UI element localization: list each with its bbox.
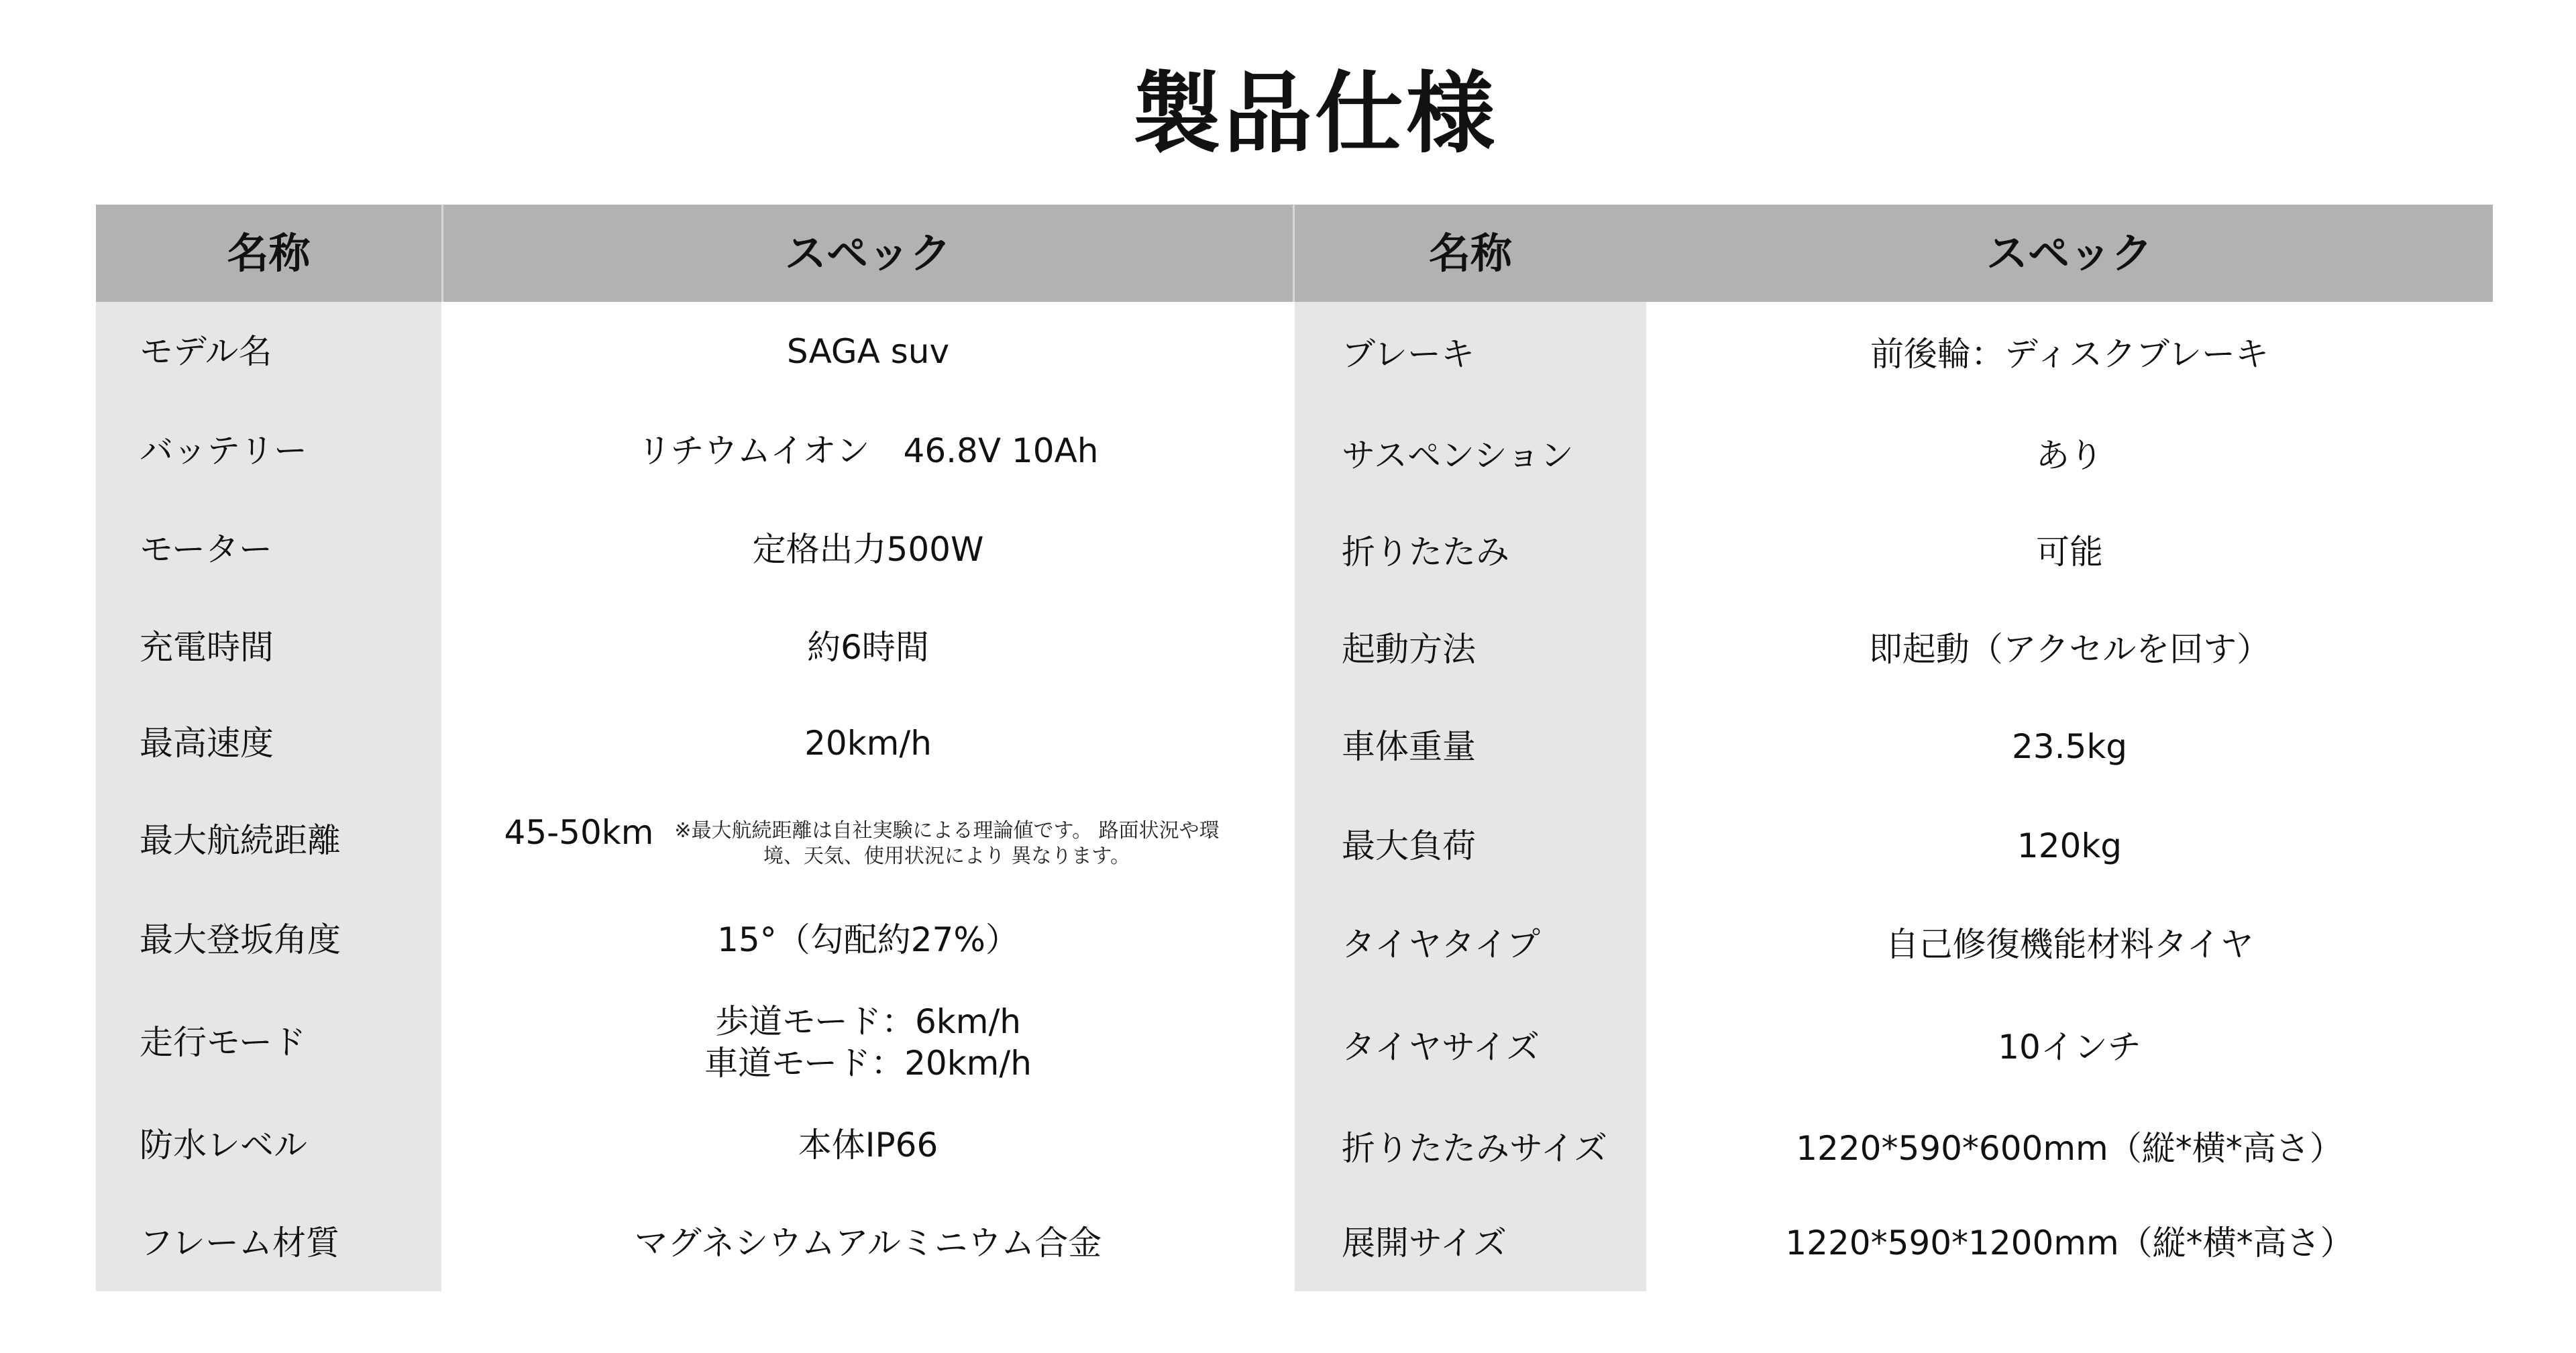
right-name-cell: ブレーキ — [1342, 334, 1474, 374]
left-name-cell: 最大登坂角度 — [140, 920, 341, 959]
table-header — [96, 205, 2493, 302]
table-row — [96, 302, 2493, 406]
right-value-cell: 23.5kg — [2011, 727, 2128, 766]
right-value-cell: 前後輪：ディスクブレーキ — [1870, 334, 2269, 374]
left-value-text: マグネシウムアルミニウム合金 — [634, 1223, 1102, 1262]
right-name-cell: タイヤタイプ — [1342, 925, 1540, 964]
table-row — [96, 991, 2493, 1102]
table-row — [96, 794, 2493, 898]
spec-table — [96, 205, 2493, 1291]
right-value-cell: 自己修復機能材料タイヤ — [1885, 925, 2254, 964]
left-value-text: 15°（勾配約27%） — [717, 920, 1019, 959]
header-name-left: 名称 — [227, 229, 311, 278]
right-name-cell: 最大負荷 — [1342, 826, 1476, 865]
left-name-cell: 走行モード — [140, 1023, 306, 1062]
table-row — [96, 898, 2493, 991]
page-title: 製品仕様 — [1132, 62, 1497, 166]
right-name-cell: 折りたたみ — [1342, 533, 1509, 572]
left-name-cell: 最大航続距離 — [140, 821, 341, 860]
left-value-text: 20km/h — [804, 724, 932, 763]
left-value-text: 45-50km — [504, 813, 654, 852]
left-name-cell: フレーム材質 — [140, 1223, 339, 1262]
right-value-cell: 120kg — [2017, 826, 2123, 865]
right-value-cell: 1220*590*1200mm（縦*横*高さ） — [1785, 1223, 2354, 1262]
left-value-text: 本体IP66 — [798, 1126, 938, 1165]
right-value-cell: あり — [2036, 436, 2103, 475]
left-name-cell: モーター — [140, 530, 272, 569]
left-name-cell: 充電時間 — [140, 628, 274, 667]
left-value-text: 歩道モード：6km/h — [714, 1002, 1021, 1041]
left-value-text: 約6時間 — [807, 628, 929, 667]
header-spec-right: スペック — [1986, 229, 2153, 278]
left-value-text: 車道モード：20km/h — [704, 1044, 1032, 1083]
right-value-cell: 1220*590*600mm（縦*横*高さ） — [1796, 1128, 2343, 1168]
left-name-cell: バッテリー — [140, 431, 307, 470]
left-name-cell: モデル名 — [140, 332, 272, 371]
right-name-cell: サスペンション — [1342, 436, 1574, 475]
header-spec-left: スペック — [784, 229, 951, 278]
left-value-text: SAGA suv — [786, 332, 950, 371]
left-value-text: リチウムイオン 46.8V 10Ah — [637, 431, 1099, 470]
right-value-cell: 即起動（アクセルを回す） — [1868, 630, 2271, 669]
table-row — [96, 406, 2493, 505]
left-value-text: 定格出力500W — [752, 530, 984, 569]
table-row — [96, 599, 2493, 700]
right-name-cell: 起動方法 — [1342, 630, 1476, 669]
header-name-right: 名称 — [1428, 229, 1512, 278]
right-name-cell: タイヤサイズ — [1342, 1027, 1540, 1067]
right-value-cell: 10インチ — [1998, 1027, 2141, 1067]
table-row — [96, 1102, 2493, 1194]
right-name-cell: 車体重量 — [1342, 727, 1476, 766]
range-footnote: ※最大航続距離は自社実験による理論値です。 路面状況や環境、天気、使用状況により 異なります。 — [674, 819, 1220, 868]
left-name-cell: 最高速度 — [140, 724, 274, 763]
table-row — [96, 1194, 2493, 1291]
right-name-cell: 展開サイズ — [1342, 1223, 1507, 1262]
right-value-cell: 可能 — [2036, 533, 2103, 572]
table-row — [96, 505, 2493, 599]
left-name-cell: 防水レベル — [140, 1126, 307, 1165]
right-name-cell: 折りたたみサイズ — [1342, 1128, 1607, 1168]
table-row — [96, 700, 2493, 794]
